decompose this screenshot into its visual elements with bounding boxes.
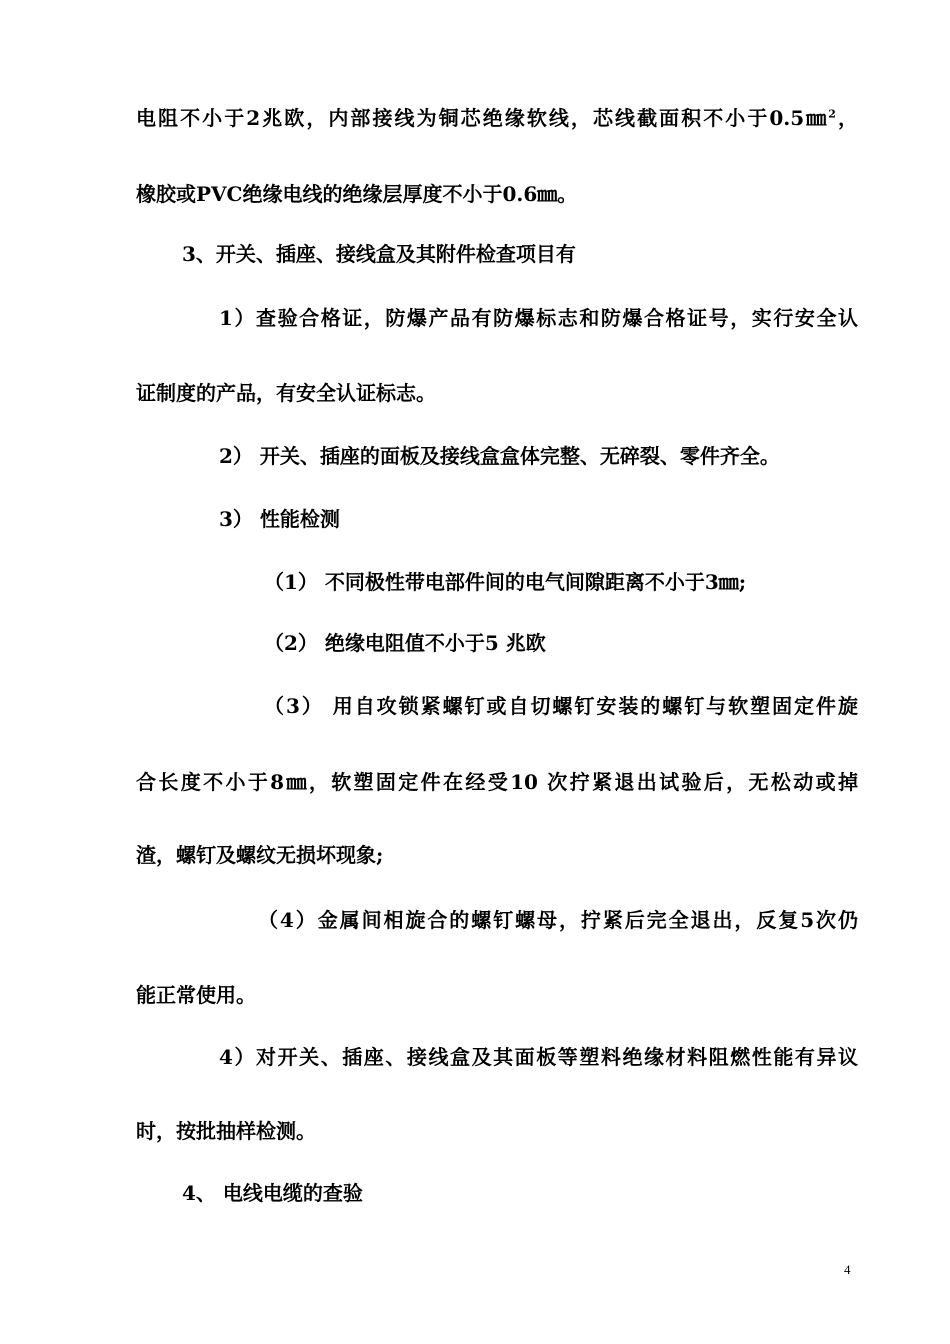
text-line-13: （4）金属间相旋合的螺钉螺母，拧紧后完全退出，反复5次仍: [258, 908, 858, 932]
text-line-4: 1）查验合格证，防爆产品有防爆标志和防爆合格证号，实行安全认: [219, 306, 858, 330]
text-line-8: （1） 不同极性带电部件间的电气间隙距离不小于3㎜;: [264, 570, 747, 594]
page-number: 4: [844, 1262, 851, 1277]
text-line-16: 时，按批抽样检测。: [136, 1119, 316, 1143]
text-line-12: 渣，螺钉及螺纹无损坏现象;: [136, 843, 384, 867]
text-line-15: 4）对开关、插座、接线盒及其面板等塑料绝缘材料阻燃性能有异议: [219, 1045, 858, 1069]
text-line-14: 能正常使用。: [136, 983, 256, 1007]
subsection-heading-performance: 3） 性能检测: [219, 507, 340, 531]
text-line-2: 橡胶或PVC绝缘电线的绝缘层厚度不小于0.6㎜。: [136, 182, 578, 206]
text-line-9: （2） 绝缘电阻值不小于5 兆欧: [264, 631, 546, 655]
text-line-5: 证制度的产品，有安全认证标志。: [136, 381, 436, 405]
text-line-10: （3） 用自攻锁紧螺钉或自切螺钉安装的螺钉与软塑固定件旋: [264, 694, 858, 718]
text-line-6: 2） 开关、插座的面板及接线盒盒体完整、无碎裂、零件齐全。: [219, 444, 780, 468]
section-heading-4: 4、 电线电缆的查验: [182, 1181, 363, 1205]
superscript-2: 2: [828, 107, 836, 121]
text-line-11: 合长度不小于8㎜，软塑固定件在经受10 次拧紧退出试验后，无松动或掉: [136, 770, 858, 794]
text-line-1: 电阻不小于2兆欧，内部接线为铜芯绝缘软线，芯线截面积不小于0.5㎜$^2$，: [136, 106, 859, 130]
section-heading-3: 3、开关、插座、接线盒及其附件检查项目有: [182, 242, 576, 266]
